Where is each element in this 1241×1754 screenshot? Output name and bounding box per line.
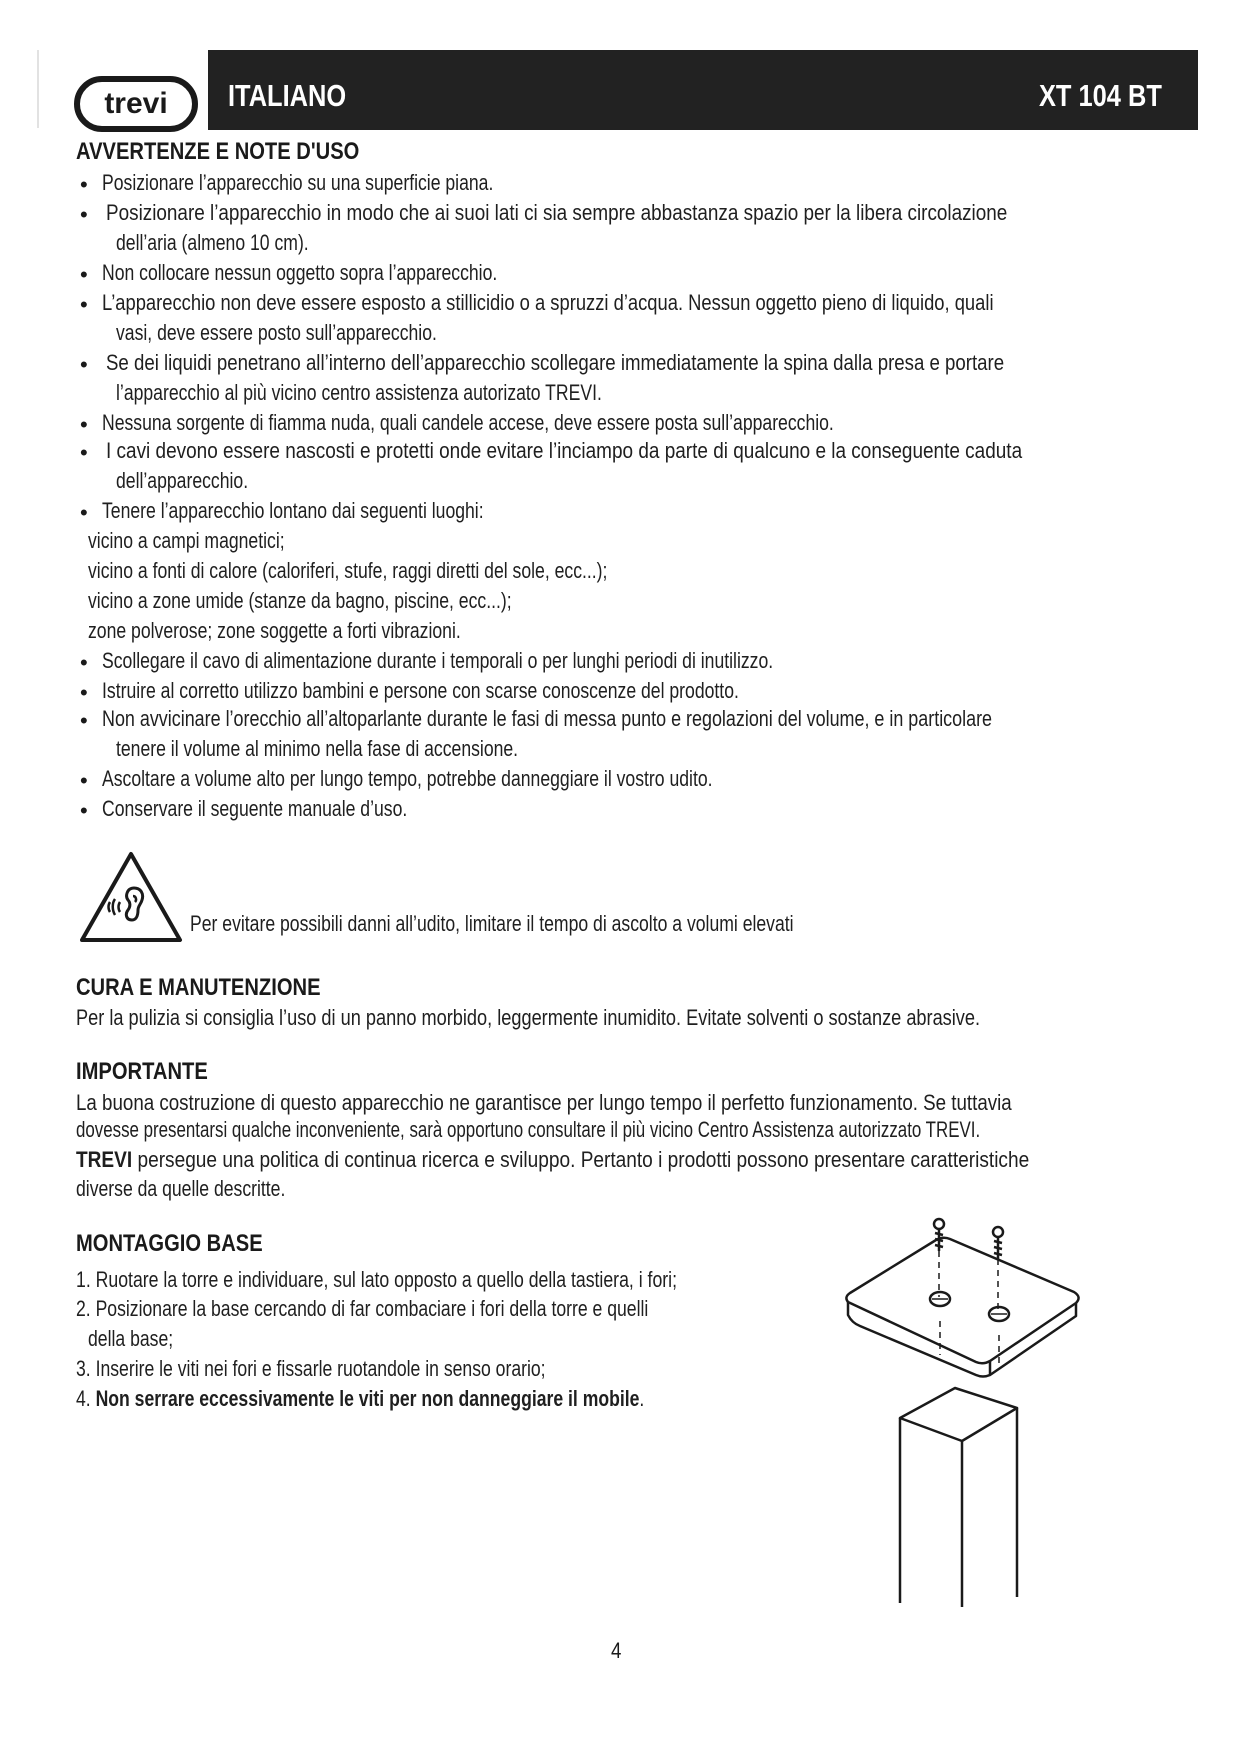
step-end: . <box>639 1386 645 1411</box>
trevi-logo <box>74 76 198 132</box>
warning-line: Se dei liquidi penetrano all’interno dell’apparecchio scollegare immediatamente la spina dalla presa e portare <box>106 350 1005 375</box>
important-line: dovesse presentarsi qualche inconveniente, sarà opportuno consultare il più vicino Centro Assistenza autorizzato TREVI. <box>76 1117 981 1142</box>
warning-line: Conservare il seguente manuale d’uso. <box>102 796 408 821</box>
warning-subline: vicino a fonti di calore (caloriferi, stufe, raggi diretti del sole, ecc...); <box>88 558 608 583</box>
bullet: • <box>80 202 88 227</box>
warning-line: Scollegare il cavo di alimentazione durante i temporali o per lunghi periodi di inutilizzo. <box>102 648 774 673</box>
important-line: diverse da quelle descritte. <box>76 1176 286 1201</box>
hearing-warning-icon <box>78 850 184 944</box>
warning-subline: vicino a zone umide (stanze da bagno, piscine, ecc...); <box>88 588 512 613</box>
important-line-rest: persegue una politica di continua ricerca e sviluppo. Pertanto i prodotti possono presentare caratteristiche <box>132 1147 1030 1172</box>
bullet: • <box>80 412 88 437</box>
warning-line: vasi, deve essere posto sull’apparecchio. <box>116 320 437 345</box>
bullet: • <box>80 292 88 317</box>
trevi-brand: TREVI <box>76 1147 133 1172</box>
model-label: XT 104 BT <box>1039 78 1162 113</box>
language-label: ITALIANO <box>228 78 347 113</box>
warning-subline: zone polverose; zone soggette a forti vibrazioni. <box>88 618 461 643</box>
warning-line: Nessuna sorgente di fiamma nuda, quali candele accese, deve essere posta sull’apparecchio. <box>102 410 834 435</box>
step-bold-text: Non serrare eccessivamente le viti per non danneggiare il mobile <box>95 1386 640 1411</box>
care-title: CURA E MANUTENZIONE <box>76 974 321 1001</box>
page-edge-line <box>37 50 39 128</box>
bullet: • <box>80 262 88 287</box>
warning-line: Tenere l’apparecchio lontano dai seguenti luoghi: <box>102 498 484 523</box>
hearing-warning-text: Per evitare possibili danni all’udito, limitare il tempo di ascolto a volumi elevati <box>190 911 794 936</box>
warnings-title: AVVERTENZE E NOTE D'USO <box>76 138 360 165</box>
assembly-step <box>76 1384 644 1414</box>
logo-text: trevi <box>104 87 168 120</box>
assembly-step: della base; <box>88 1326 174 1351</box>
bullet: • <box>80 352 88 377</box>
base-assembly-diagram <box>840 1215 1180 1615</box>
warning-line: tenere il volume al minimo nella fase di accensione. <box>116 736 519 761</box>
warning-line: Istruire al corretto utilizzo bambini e persone con scarse conoscenze del prodotto. <box>102 678 739 703</box>
assembly-step: 3. Inserire le viti nei fori e fissarle ruotandole in senso orario; <box>76 1356 546 1381</box>
warning-line: Non avvicinare l’orecchio all’altoparlante durante le fasi di messa punto e regolazioni del volume, e in particolare <box>102 706 993 731</box>
care-text: Per la pulizia si consiglia l’uso di un panno morbido, leggermente inumidito. Evitate solventi o sostanze abrasive. <box>76 1005 981 1030</box>
bullet: • <box>80 680 88 705</box>
warning-line: dell’aria (almeno 10 cm). <box>116 230 309 255</box>
page-number: 4 <box>611 1638 622 1663</box>
warning-line: dell’apparecchio. <box>116 468 249 493</box>
bullet: • <box>80 798 88 823</box>
step-number: 4. <box>76 1386 96 1411</box>
important-line: La buona costruzione di questo apparecchio ne garantisce per lungo tempo il perfetto funzionamento. Se tuttavia <box>76 1090 1012 1115</box>
important-line <box>76 1145 1029 1175</box>
warning-subline: vicino a campi magnetici; <box>88 528 285 553</box>
bullet: • <box>80 650 88 675</box>
assembly-step: 2. Posizionare la base cercando di far combaciare i fori della torre e quelli <box>76 1296 649 1321</box>
bullet: • <box>80 500 88 525</box>
warning-line: Posizionare l’apparecchio su una superficie piana. <box>102 170 494 195</box>
assembly-title: MONTAGGIO BASE <box>76 1230 263 1257</box>
warning-line: Posizionare l’apparecchio in modo che ai suoi lati ci sia sempre abbastanza spazio per la libera circolazione <box>106 200 1008 225</box>
warning-line: Non collocare nessun oggetto sopra l’apparecchio. <box>102 260 498 285</box>
warning-line: l’apparecchio al più vicino centro assistenza autorizato TREVI. <box>116 380 602 405</box>
bullet: • <box>80 172 88 197</box>
header-bar <box>208 50 1198 130</box>
bullet: • <box>80 768 88 793</box>
assembly-step: 1. Ruotare la torre e individuare, sul lato opposto a quello della tastiera, i fori; <box>76 1267 677 1292</box>
bullet: • <box>80 440 88 465</box>
warning-line: Ascoltare a volume alto per lungo tempo, potrebbe danneggiare il vostro udito. <box>102 766 713 791</box>
bullet: • <box>80 708 88 733</box>
warning-line: I cavi devono essere nascosti e protetti onde evitare l’inciampo da parte di qualcuno e la conseguente caduta <box>106 438 1023 463</box>
warning-line: L’apparecchio non deve essere esposto a stillicidio o a spruzzi d’acqua. Nessun oggetto pieno di liquido, quali <box>102 290 994 315</box>
important-title: IMPORTANTE <box>76 1058 208 1085</box>
